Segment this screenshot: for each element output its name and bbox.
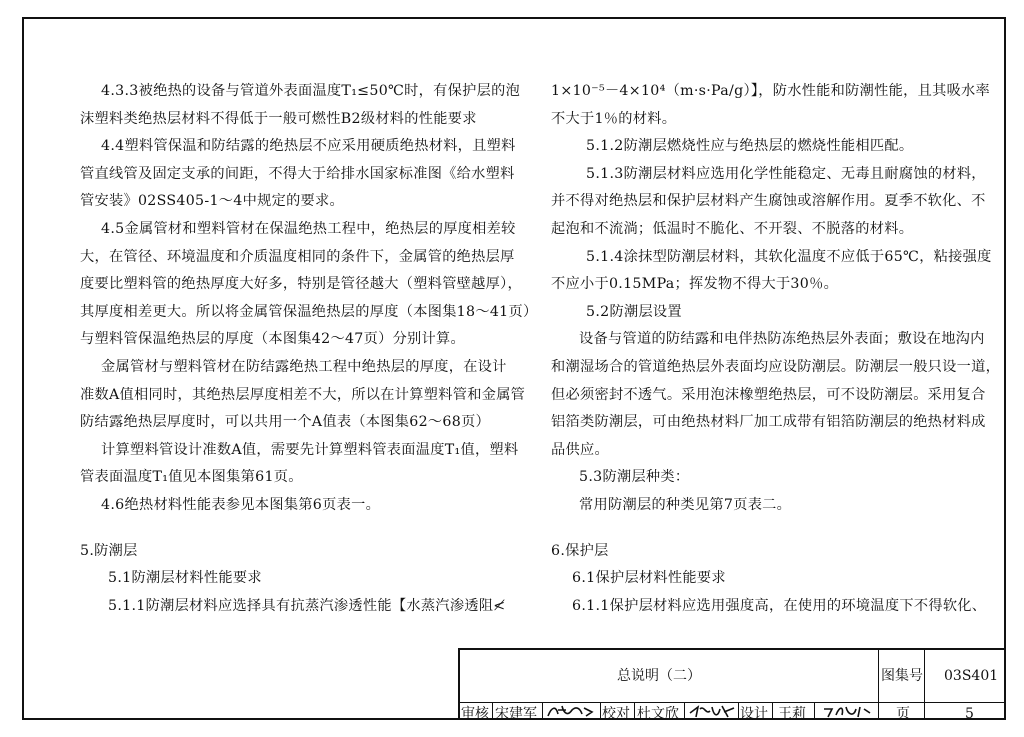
check-label: 校对 <box>602 706 630 722</box>
text-line: 但必须密封不透气。采用泡沫橡塑绝热层，可不设防潮层。采用复合 <box>551 386 986 403</box>
text-line: 5.2防潮层设置 <box>586 303 682 320</box>
text-line: 并不得对绝热层和保护层材料产生腐蚀或溶解作用。夏季不软化、不 <box>551 193 986 210</box>
text-line: 管安装》02SS405-1～4中规定的要求。 <box>80 193 345 210</box>
text-line: 4.5金属管材和塑料管材在保温绝热工程中，绝热层的厚度相差较 <box>101 220 516 237</box>
left-column <box>80 78 538 620</box>
text-line: 5.1.4涂抹型防潮层材料，其软化温度不应低于65℃，粘接强度 <box>586 248 992 265</box>
text-line: 准数A值相同时，其绝热层厚度相差不大，所以在计算塑料管和金属管 <box>80 386 526 403</box>
checker-name: 杜文欣 <box>637 706 679 722</box>
designer-name: 王莉 <box>778 706 806 722</box>
checker-signature <box>688 703 736 720</box>
right-column <box>551 78 1001 620</box>
text-line: 度要比塑料管的绝热厚度大好多，特别是管径越大（塑料管壁越厚）， <box>80 276 523 293</box>
text-line: 5.1.2防潮层燃烧性应与绝热层的燃烧性能相匹配。 <box>586 138 914 155</box>
text-line: 管直线管及固定支承的间距，不得大于给排水国家标准图《给水塑料 <box>80 165 515 182</box>
subsection-heading-6-1: 6.1保护层材料性能要求 <box>572 570 726 587</box>
title-block <box>458 648 1006 720</box>
page-label: 页 <box>896 706 910 722</box>
text-line: 大，在管径、环境温度和介质温度相同的条件下，金属管的绝热层厚 <box>80 248 515 265</box>
atlas-number: 03S401 <box>944 668 999 684</box>
text-line: 5.1.1防潮层材料应选择具有抗蒸汽渗透性能【水蒸汽渗透阻≮ <box>108 597 506 614</box>
subsection-heading-5-1: 5.1防潮层材料性能要求 <box>108 570 262 587</box>
text-line: 其厚度相差更大。所以将金属管保温绝热层的厚度（本图集18～41页） <box>80 303 538 320</box>
text-line: 金属管材与塑料管材在防结露绝热工程中绝热层的厚度，在设计 <box>101 358 507 375</box>
drawing-title: 总说明（二） <box>617 668 701 684</box>
text-line: 常用防潮层的种类见第7页表二。 <box>579 496 792 513</box>
atlas-number-label: 图集号 <box>881 668 923 684</box>
designer-signature <box>820 703 874 720</box>
text-line: 沫塑料类绝热层材料不得低于一般可燃性B2级材料的性能要求 <box>80 110 477 127</box>
design-label: 设计 <box>740 706 768 722</box>
review-label: 审核 <box>461 706 489 722</box>
text-line: 1×10⁻⁵－4×10⁴（m·s·Pa/g）】，防水性能和防潮性能，且其吸水率 <box>551 83 991 99</box>
text-line: 起泡和不流淌；低温时不脆化、不开裂、不脱落的材料。 <box>551 220 914 237</box>
text-line: 与塑料管保温绝热层的厚度（本图集42～47页）分别计算。 <box>80 331 466 348</box>
text-line: 5.3防潮层种类： <box>579 469 690 486</box>
section-heading-5: 5.防潮层 <box>80 542 138 559</box>
reviewer-name: 宋建军 <box>495 706 537 722</box>
text-line: 5.1.3防潮层材料应选用化学性能稳定、无毒且耐腐蚀的材料， <box>586 165 986 182</box>
text-line: 计算塑料管设计准数A值，需要先计算塑料管表面温度T₁值，塑料 <box>101 441 519 458</box>
text-line: 4.3.3被绝热的设备与管道外表面温度T₁≤50℃时，有保护层的泡 <box>101 83 521 99</box>
page-number: 5 <box>965 706 974 722</box>
reviewer-signature <box>546 704 596 720</box>
text-line: 不应小于0.15MPa；挥发物不得大于30％。 <box>551 276 839 293</box>
text-line: 4.4塑料管保温和防结露的绝热层不应采用硬质绝热材料，且塑料 <box>101 138 516 155</box>
text-line: 4.6绝热材料性能表参见本图集第6页表一。 <box>101 496 381 513</box>
text-line: 不大于1％的材料。 <box>551 110 677 127</box>
text-line: 品供应。 <box>551 441 609 458</box>
text-line: 铝箔类防潮层，可由绝热材料厂加工成带有铝箔防潮层的绝热材料成 <box>551 414 986 431</box>
text-line: 防结露绝热层厚度时，可以共用一个A值表（本图集62～68页） <box>80 414 491 431</box>
section-heading-6: 6.保护层 <box>551 542 609 559</box>
text-line: 6.1.1保护层材料应选用强度高，在使用的环境温度下不得软化、 <box>572 597 987 614</box>
text-line: 和潮湿场合的管道绝热层外表面均应设防潮层。防潮层一般只设一道， <box>551 358 1001 375</box>
text-line: 设备与管道的防结露和电伴热防冻绝热层外表面；敷设在地沟内 <box>579 331 985 348</box>
text-line: 管表面温度T₁值见本图集第61页。 <box>80 469 303 486</box>
